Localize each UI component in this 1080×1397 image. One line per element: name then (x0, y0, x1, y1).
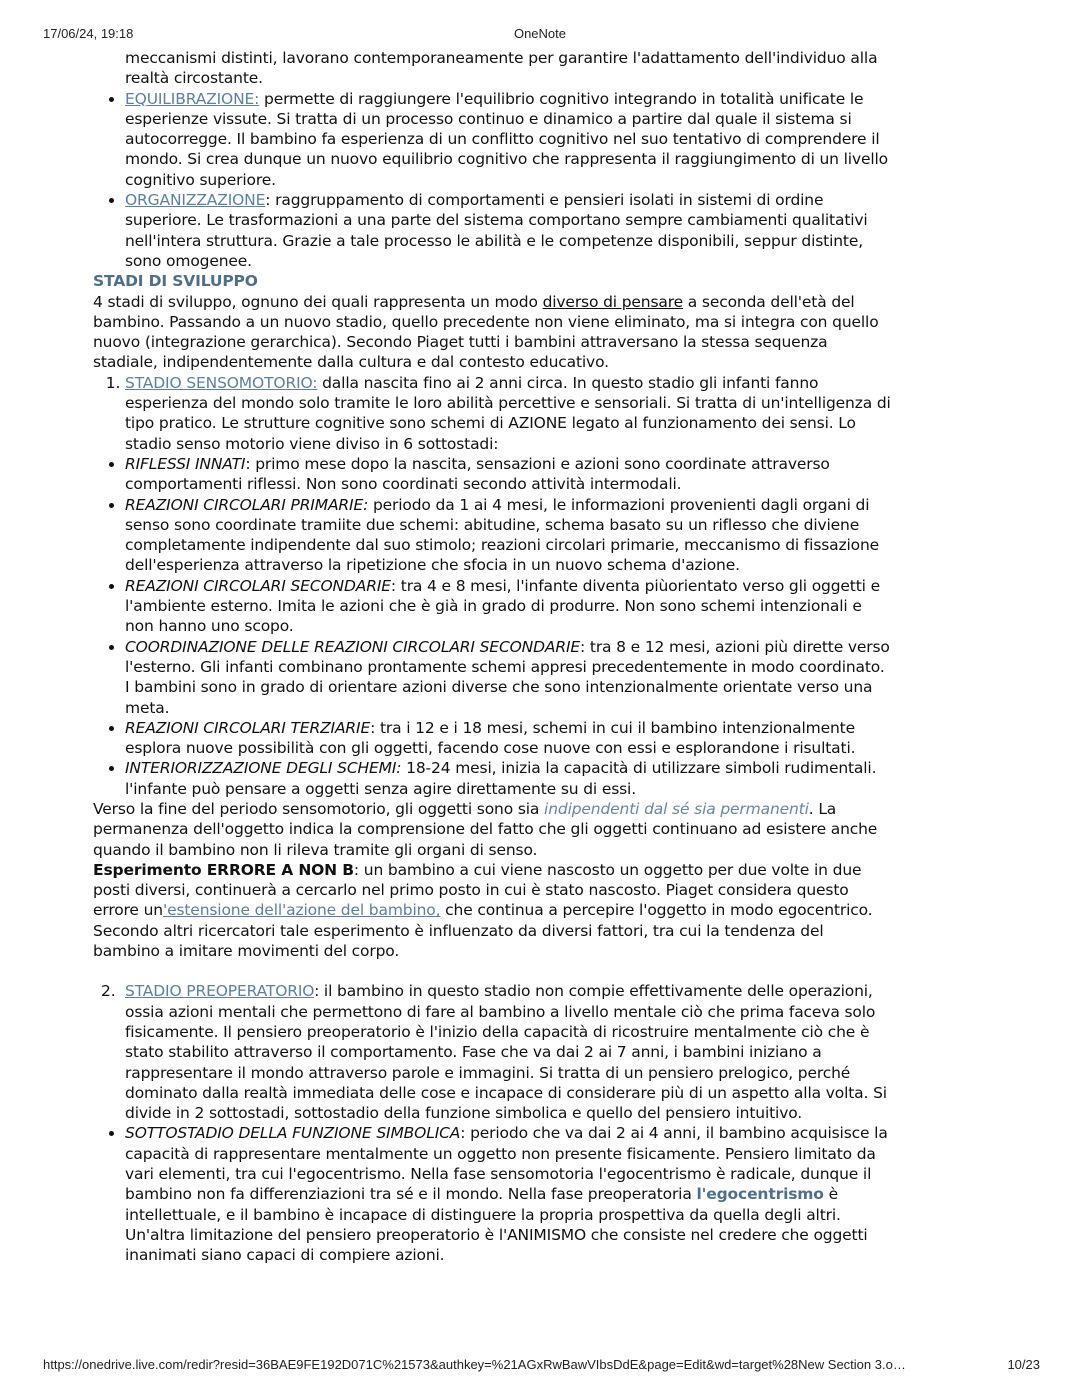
list-item (125, 190, 893, 271)
list-item: • REAZIONI CIRCOLARI SECONDARIE: tra 4 e 8 mesi, l'infante diventa piùorientato verso gli oggetti e l'ambiente esterno. Imita le azioni che è già in grado di produrre. Non sono schemi intenzionali e non hanno uno scopo. (125, 576, 893, 637)
bold-highlight: l'egocentrismo (696, 1185, 824, 1204)
paragraph: Esperimento ERRORE A NON B: un bambino a cui viene nascosto un oggetto per due volte in due posti diversi, continuerà a cercarlo nel primo posto in cui è stato nascosto. Piaget considera questo errore un'estensione dell'azione del bambino, che continua a percepire l'oggetto in modo egocentrico. Secondo altri ricercatori tale esperimento è influenzato da diversi fattori, tra cui la tendenza del bambino a imitare movimenti del corpo. (93, 860, 873, 961)
link-estensione[interactable]: 'estensione dell'azione del bambino, (162, 901, 441, 920)
list-item: • RIFLESSI INNATI: primo mese dopo la nascita, sensazioni e azioni sono coordinate attraverso comportamenti riflessi. Non sono coordinati secondo attività intermodali. (125, 454, 893, 495)
list-item: • REAZIONI CIRCOLARI PRIMARIE: periodo da 1 ai 4 mesi, le informazioni provenienti dagli organi di senso sono coordinate tramiite due schemi: abitudine, schema basato su un riflesso che diviene completamente indipendente dal suo stimolo; reazioni circolari primarie, meccanismo di fissazione dell'esperienza attraverso la ripetizione che sfocia in un nuovo schema d'azione. (125, 495, 893, 576)
link-equilibrazione[interactable]: EQUILIBRAZIONE: (125, 89, 260, 108)
link-stadio-preoperatorio[interactable]: STADIO PREOPERATORIO (125, 982, 315, 1001)
bullet-list (93, 454, 893, 799)
list-item: 2. STADIO PREOPERATORIO: il bambino in questo stadio non compie effettivamente delle operazioni, ossia azioni mentali che permettono di fare al bambino a livello mentale ciò che prima faceva solo fisicamente. Il pensiero preoperatorio è l'inizio della capacità di ricostruire mentalmente ciò che è stato stabilito attraverso il comportamento. Fase che va dai 2 ai 7 anni, i bambini iniziano a rappresentare il mondo attraverso parole e immagini. Si tratta di un pensiero prelogico, perché dominato dalla realtà immediata delle cose e incapace di considerare più di un aspetto alla volta. Si divide in 2 sottostadi, sottostadio della funzione simbolica e quello del pensiero intuitivo. (125, 981, 893, 1123)
list-item: • COORDINAZIONE DELLE REAZIONI CIRCOLARI SECONDARIE: tra 8 e 12 mesi, azioni più dirette verso l'esterno. Gli infanti combinano prontamente schemi appresi precedentemente in modo coordinato. I bambini sono in grado di orientare azioni diverse che sono intenzionalmente orientate verso una meta. (125, 637, 893, 718)
underlined-text: diverso di pensare (542, 292, 683, 311)
text: permette di raggiungere l'equilibrio cognitivo integrando in totalità unificate le esperienze vissute. Si tratta di un processo continuo e dinamico a partire dal quale il sistema si autocorregge. Il bambino fa esperienza di un conflitto cognitivo nel suo tentativo di comprendere il mondo. Si crea dunque un nuovo equilibrio cognitivo che rappresenta il raggiungimento di un livello cognitivo superiore. (125, 89, 888, 189)
section-heading: STADI DI SVILUPPO (93, 272, 258, 291)
text: : raggruppamento di comportamenti e pensieri isolati in sistemi di ordine superiore. Le trasformazioni a una parte del sistema comportano sempre cambiamenti qualitativi nell'intera struttura. Grazie a tale processo le abilità e le competenze disponibili, seppur distinte, sono omogenee. (125, 191, 868, 270)
italic-highlight: indipendenti dal sé sia permanenti (544, 799, 809, 818)
list-item: • INTERIORIZZAZIONE DEGLI SCHEMI: 18-24 mesi, inizia la capacità di utilizzare simboli rudimentali. l'infante può pensare a oggetti senza agire direttamente su di essi. (125, 758, 893, 799)
paragraph: Verso la fine del periodo sensomotorio, gli oggetti sono sia indipendenti dal sé sia permanenti. La permanenza dell'oggetto indica la comprensione del fatto che gli oggetti continuano ad esistere anche quando il bambino non li rileva tramite gli organi di senso. (93, 799, 878, 859)
paragraph: 4 stadi di sviluppo, ognuno dei quali rappresenta un modo diverso di pensare a seconda dell'età del bambino. Passando a un nuovo stadio, quello precedente non viene eliminato, ma si integra con quello nuovo (integrazione gerarchica). Secondo Piaget tutti i bambini attraversano la stessa sequenza stadiale, indipendentemente dalla cultura e dal contesto educativo. (93, 292, 879, 372)
print-url[interactable]: https://onedrive.live.com/redir?resid=36BAE9FE192D071C%21573&authkey=%21AGxRwBawVIbsDdE&page=Edit&wd=target%28New Section 3.o… (43, 1357, 906, 1372)
bullet-list (93, 89, 893, 272)
link-organizzazione[interactable]: ORGANIZZAZIONE (125, 191, 266, 210)
list-item: • REAZIONI CIRCOLARI TERZIARIE: tra i 12 e i 18 mesi, schemi in cui il bambino intenzionalmente esplora nuove possibilità con gli oggetti, facendo cose nuove con essi e esplorandone i risultati. (125, 718, 893, 759)
bullet-list (93, 1123, 893, 1265)
numbered-list (93, 981, 893, 1123)
list-item: 1. STADIO SENSOMOTORIO: dalla nascita fino ai 2 anni circa. In questo stadio gli infanti fanno esperienza del mondo solo tramite le loro abilità percettive e sensoriali. Si tratta di un'intelligenza di tipo pratico. Le strutture cognitive sono schemi di AZIONE legato al funzionamento dei sensi. Lo stadio senso motorio viene diviso in 6 sottostadi: (125, 373, 893, 454)
print-app-title: OneNote (513, 26, 567, 41)
print-datetime: 17/06/24, 19:18 (43, 26, 134, 41)
document-body (93, 48, 893, 1266)
list-item (125, 89, 893, 190)
list-item: • SOTTOSTADIO DELLA FUNZIONE SIMBOLICA: periodo che va dai 2 ai 4 anni, il bambino acquisisce la capacità di rappresentare mentalmente un oggetto non presente fisicamente. Pensiero limitato da vari elementi, tra cui l'egocentrismo. Nella fase sensomotoria l'egocentrismo è radicale, dunque il bambino non fa differenziazioni tra sé e il mondo. Nella fase preoperatoria l'egocentrismo è intellettuale, e il bambino è incapace di distinguere la propria prospettiva da quella degli altri. Un'altra limitazione del pensiero preoperatorio è l'ANIMISMO che consiste nel credere che oggetti inanimati siano capaci di compiere azioni. (125, 1123, 893, 1265)
numbered-list (93, 373, 893, 454)
paragraph: meccanismi distinti, lavorano contemporaneamente per garantire l'adattamento dell'individuo alla realtà circostante. (125, 49, 878, 88)
link-stadio-sensomotorio[interactable]: STADIO SENSOMOTORIO: (125, 373, 318, 392)
page-number: 10/23 (1007, 1357, 1040, 1372)
bold-label: Esperimento ERRORE A NON B (93, 860, 354, 879)
